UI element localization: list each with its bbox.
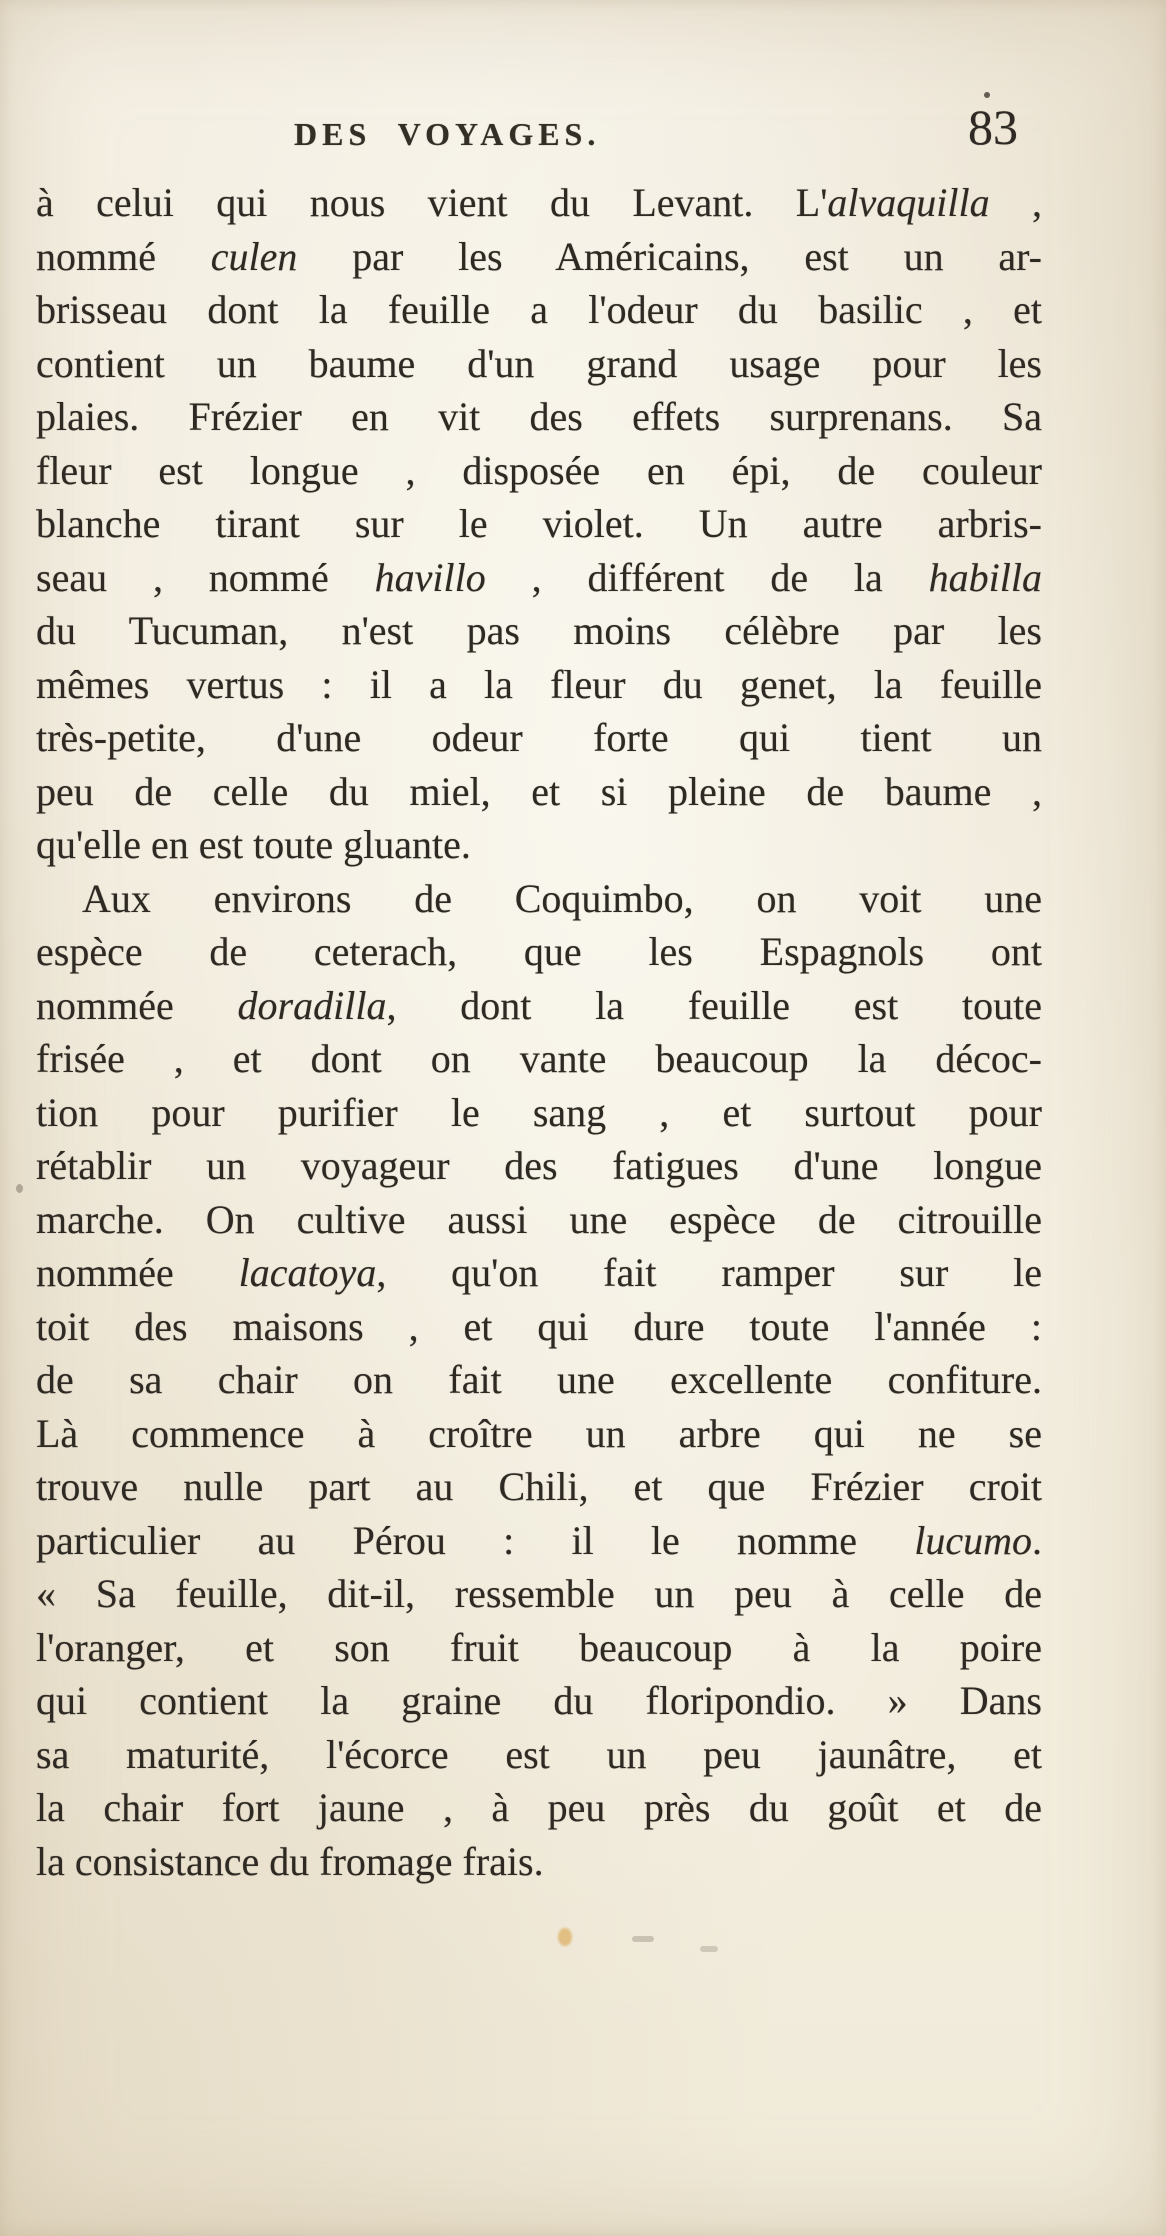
- text-line: la consistance du fromage frais.: [36, 1838, 544, 1884]
- margin-speck: [16, 1184, 23, 1193]
- text-line: Là commence à croître un arbre qui ne se: [36, 1410, 1042, 1456]
- text-line: particulier au Pérou : il le nomme lucumo.: [36, 1517, 1042, 1563]
- text-line: qu'elle en est toute gluante.: [36, 822, 471, 867]
- text-line: fleur est longue , disposée en épi, de couleur: [36, 447, 1042, 493]
- text-line: trouve nulle part au Chili, et que Frézier croit: [36, 1464, 1042, 1509]
- text-line: à celui qui nous vient du Levant. L'alvaquilla ,: [36, 180, 1043, 225]
- paper-smudge: [700, 1946, 718, 1952]
- text-line: espèce de ceterach, que les Espagnols ont: [36, 929, 1042, 974]
- text-line: nommée lacatoya, qu'on fait ramper sur le: [36, 1250, 1043, 1295]
- ink-speck: [984, 92, 990, 98]
- text-line: nommée doradilla, dont la feuille est toute: [36, 982, 1043, 1028]
- paper-stain: [558, 1928, 572, 1946]
- text-line: sa maturité, l'écorce est un peu jaunâtre, et: [36, 1731, 1042, 1777]
- body-text: [36, 176, 1042, 1888]
- text-line: « Sa feuille, dit-il, ressemble un peu à celle de: [36, 1571, 1042, 1616]
- page-number: 83: [968, 99, 1018, 155]
- text-line: seau , nommé havillo , différent de la habilla: [36, 554, 1043, 600]
- text-line: contient un baume d'un grand usage pour les: [36, 340, 1042, 386]
- text-line: l'oranger, et son fruit beaucoup à la poire: [36, 1624, 1042, 1670]
- text-line: qui contient la graine du floripondio. » Dans: [36, 1678, 1042, 1723]
- text-line: la chair fort jaune , à peu près du goût et de: [36, 1785, 1042, 1830]
- text-line: peu de celle du miel, et si pleine de baume ,: [36, 768, 1042, 814]
- text-line: de sa chair on fait une excellente confiture.: [36, 1357, 1042, 1402]
- text-line: rétablir un voyageur des fatigues d'une longue: [36, 1143, 1042, 1188]
- text-line: brisseau dont la feuille a l'odeur du basilic , et: [36, 287, 1042, 332]
- running-title: DES VOYAGES.: [294, 116, 601, 152]
- text-line: frisée , et dont on vante beaucoup la décoc-: [36, 1036, 1042, 1081]
- text-line: marche. On cultive aussi une espèce de citrouille: [36, 1196, 1042, 1242]
- text-line: nommé culen par les Américains, est un ar-: [36, 233, 1042, 279]
- text-line: blanche tirant sur le violet. Un autre arbris-: [36, 501, 1042, 546]
- text-line: Aux environs de Coquimbo, on voit une: [82, 875, 1042, 921]
- text-line: très-petite, d'une odeur forte qui tient un: [36, 715, 1042, 760]
- text-line: mêmes vertus : il a la fleur du genet, la feuille: [36, 661, 1042, 707]
- text-line: tion pour purifier le sang , et surtout pour: [36, 1089, 1042, 1135]
- paper-smudge: [632, 1936, 654, 1942]
- text-line: du Tucuman, n'est pas moins célèbre par les: [36, 608, 1042, 653]
- text-line: plaies. Frézier en vit des effets surprenans. Sa: [36, 394, 1042, 439]
- text-line: toit des maisons , et qui dure toute l'année :: [36, 1303, 1042, 1349]
